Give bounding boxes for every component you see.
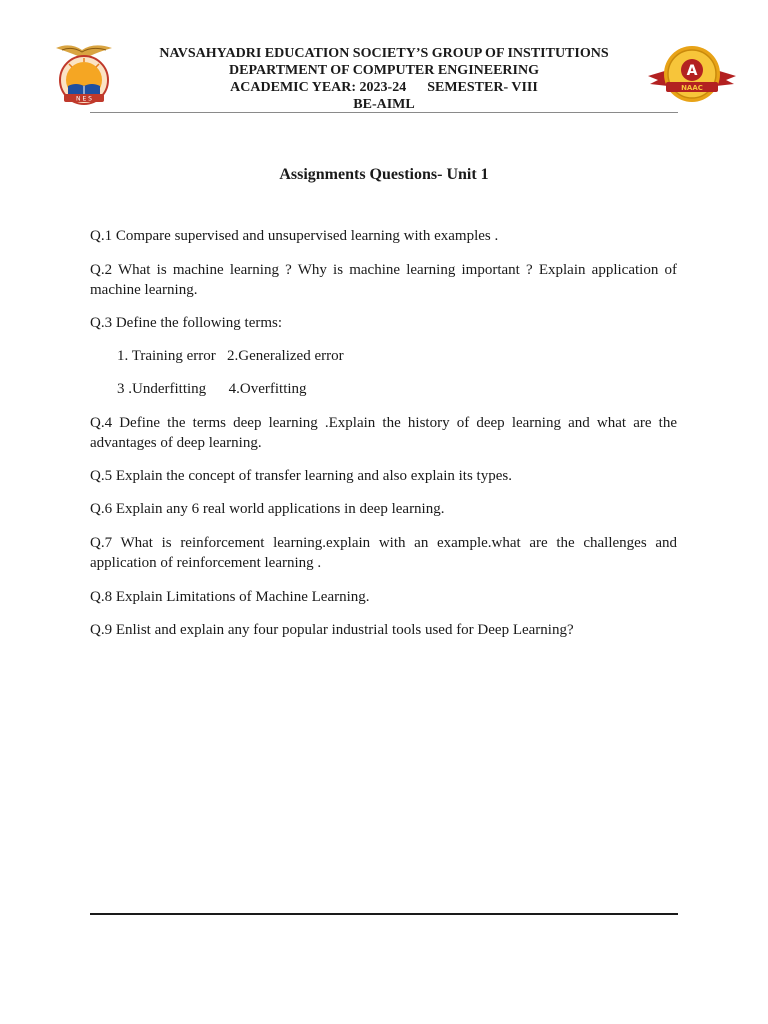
institution-header (120, 45, 648, 113)
question-8: Q.8 Explain Limitations of Machine Learning. (90, 589, 370, 605)
q3-terms-row-2: 3 .Underfitting 4.Overfitting (117, 381, 307, 397)
header-line-academic-year: ACADEMIC YEAR: 2023-24 SEMESTER- VIII (230, 80, 538, 95)
institution-logo (50, 40, 118, 106)
question-list (90, 226, 677, 640)
question-6: Q.6 Explain any 6 real world applications in deep learning. (90, 501, 445, 517)
logo-ribbon-text: N E S (76, 95, 92, 103)
naac-badge-icon (646, 40, 738, 106)
naac-label-text: NAAC (681, 84, 703, 92)
question-4: Q.4 Define the terms deep learning .Explain the history of deep learning and what are the advantages of deep learning. (90, 415, 677, 451)
question-2: Q.2 What is machine learning ? Why is machine learning important ? Explain application of machine learning. (90, 262, 677, 298)
naac-grade-text: A (686, 63, 698, 79)
question-5: Q.5 Explain the concept of transfer learning and also explain its types. (90, 468, 512, 484)
header-line-program: BE-AIML (353, 97, 415, 112)
question-7: Q.7 What is reinforcement learning.explain with an example.what are the challenges and application of reinforcement learning . (90, 535, 677, 571)
header-divider (90, 112, 678, 113)
header-line-institution: NAVSAHYADRI EDUCATION SOCIETY’S GROUP OF INSTITUTIONS (159, 46, 609, 61)
footer-divider (90, 913, 678, 915)
question-1: Q.1 Compare supervised and unsupervised learning with examples . (90, 228, 499, 244)
question-3: Q.3 Define the following terms: (90, 315, 283, 331)
question-9: Q.9 Enlist and explain any four popular industrial tools used for Deep Learning? (90, 622, 574, 638)
header-line-department: DEPARTMENT OF COMPUTER ENGINEERING (229, 63, 539, 78)
naac-logo (646, 40, 738, 106)
q3-terms-row-1: 1. Training error 2.Generalized error (117, 348, 344, 364)
institution-emblem-icon (50, 40, 118, 106)
assignment-title: Assignments Questions- Unit 1 (279, 166, 489, 183)
